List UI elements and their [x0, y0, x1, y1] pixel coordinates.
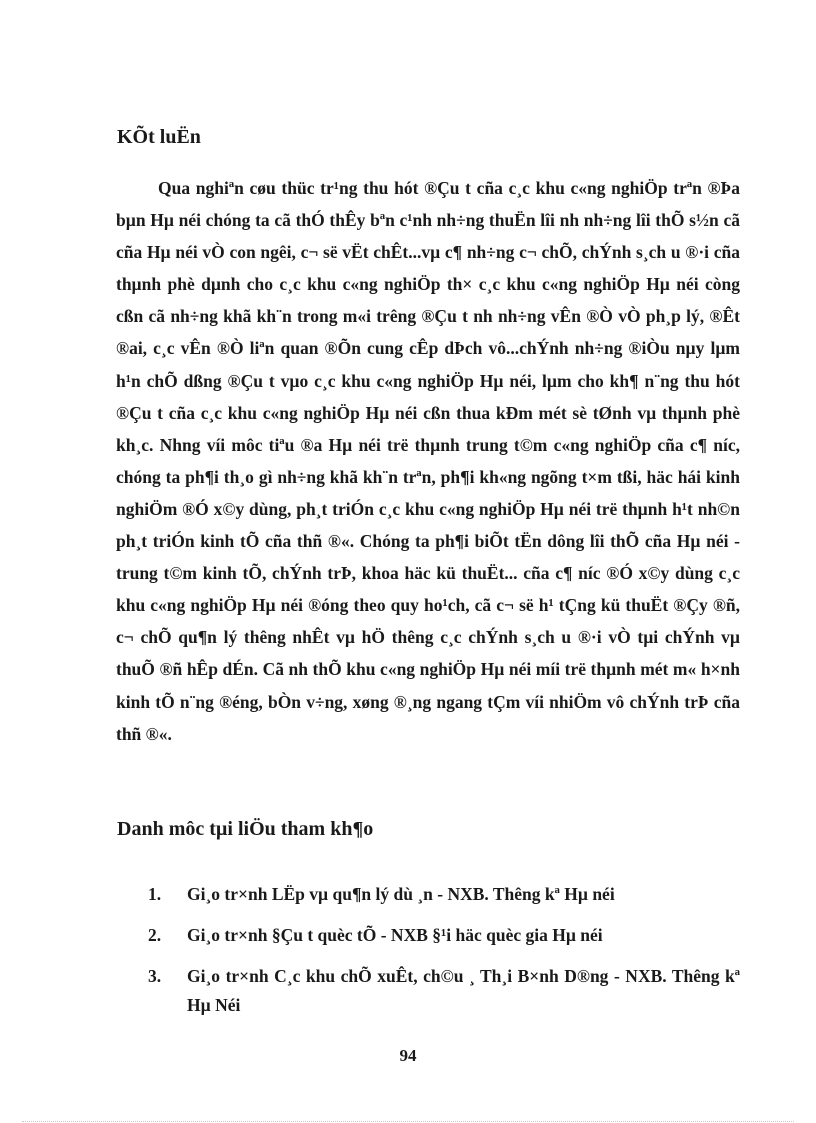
footer-divider	[22, 1121, 794, 1122]
reference-text: Gi¸o tr×nh C¸c khu chÕ xuÊt, ch©u ¸ Th¸i B×nh D®ng - NXB. Thêng kª Hµ Néi	[187, 966, 740, 1015]
references-list	[148, 880, 740, 1032]
reference-number: 2.	[148, 925, 162, 945]
reference-item	[148, 921, 740, 950]
conclusion-paragraph: Qua nghiªn cøu thüc tr¹ng thu hót ®Çu t cña c¸c khu c«ng nghiÖp trªn ®Þa bµn Hµ néi chóng ta cã thÓ thÊy bªn c¹nh nh÷ng thuËn lîi nh nh÷ng lîi thÕ s½n cã cña Hµ néi vÒ con ngêi, c¬ së vËt chÊt...vµ c¶ nh÷ng c¬ chÕ, chÝnh s¸ch u ®·i cña thµnh phè dµnh cho c¸c khu c«ng nghiÖp th× c¸c khu c«ng nghiÖp Hµ néi còng cßn cã nh÷ng khã kh¨n trong m«i trêng ®Çu t nh nh÷ng vÊn ®Ò vÒ ph¸p lý, ®Êt ®ai, c¸c vÊn ®Ò liªn quan ®Õn cung cÊp dÞch vô...chÝnh nh÷ng ®iÒu nµy lµm h¹n chÕ dßng ®Çu t vµo c¸c khu c«ng nghiÖp Hµ néi, lµm cho kh¶ n¨ng thu hót ®Çu t cña c¸c khu c«ng nghiÖp Hµ néi cßn thua kÐm mét sè tØnh vµ thµnh phè kh¸c. Nhng víi môc tiªu ®a Hµ néi trë thµnh trung t©m c«ng nghiÖp cña c¶ níc, chóng ta ph¶i th¸o gì nh÷ng khã kh¨n trªn, ph¶i kh«ng ngõng t×m tßi, häc hái kinh nghiÖm ®Ó x©y dùng, ph¸t triÓn c¸c khu c«ng nghiÖp Hµ néi trë thµnh h¹t nh©n ph¸t triÓn kinh tÕ cña thñ ®«. Chóng ta ph¶i biÕt tËn dông lîi thÕ cña Hµ néi - trung t©m kinh tÕ, chÝnh trÞ, khoa häc kü thuËt... cña c¶ níc ®Ó x©y dùng c¸c khu c«ng nghiÖp Hµ néi ®óng theo quy ho¹ch, cã c¬ së h¹ tÇng kü thuËt ®Çy ®ñ, c¬ chÕ qu¶n lý thêng nhÊt vµ hÖ thêng c¸c chÝnh s¸ch u ®·i vÒ tµi chÝnh vµ thuÕ ®ñ hÊp dÉn. Cã nh thÕ khu c«ng nghiÖp Hµ néi míi trë thµnh mét m« h×nh kinh tÕ n¨ng ®éng, bÒn v÷ng, xøng ®¸ng ngang tÇm víi nhiÖm vô chÝnh trÞ cña thñ ®«.	[116, 178, 740, 744]
reference-text: Gi¸o tr×nh LËp vµ qu¶n lý dù ¸n - NXB. Thêng kª Hµ néi	[187, 884, 615, 904]
reference-number: 3.	[148, 966, 162, 986]
reference-text: Gi¸o tr×nh §Çu t quèc tÕ - NXB §¹i häc quèc gia Hµ néi	[187, 925, 603, 945]
reference-number: 1.	[148, 884, 162, 904]
references-heading: Danh môc tµi liÖu tham kh¶o	[117, 818, 374, 840]
reference-item	[148, 962, 740, 1020]
conclusion-heading: KÕt luËn	[117, 126, 201, 148]
reference-item	[148, 880, 740, 909]
page-number: 94	[399, 1046, 417, 1065]
